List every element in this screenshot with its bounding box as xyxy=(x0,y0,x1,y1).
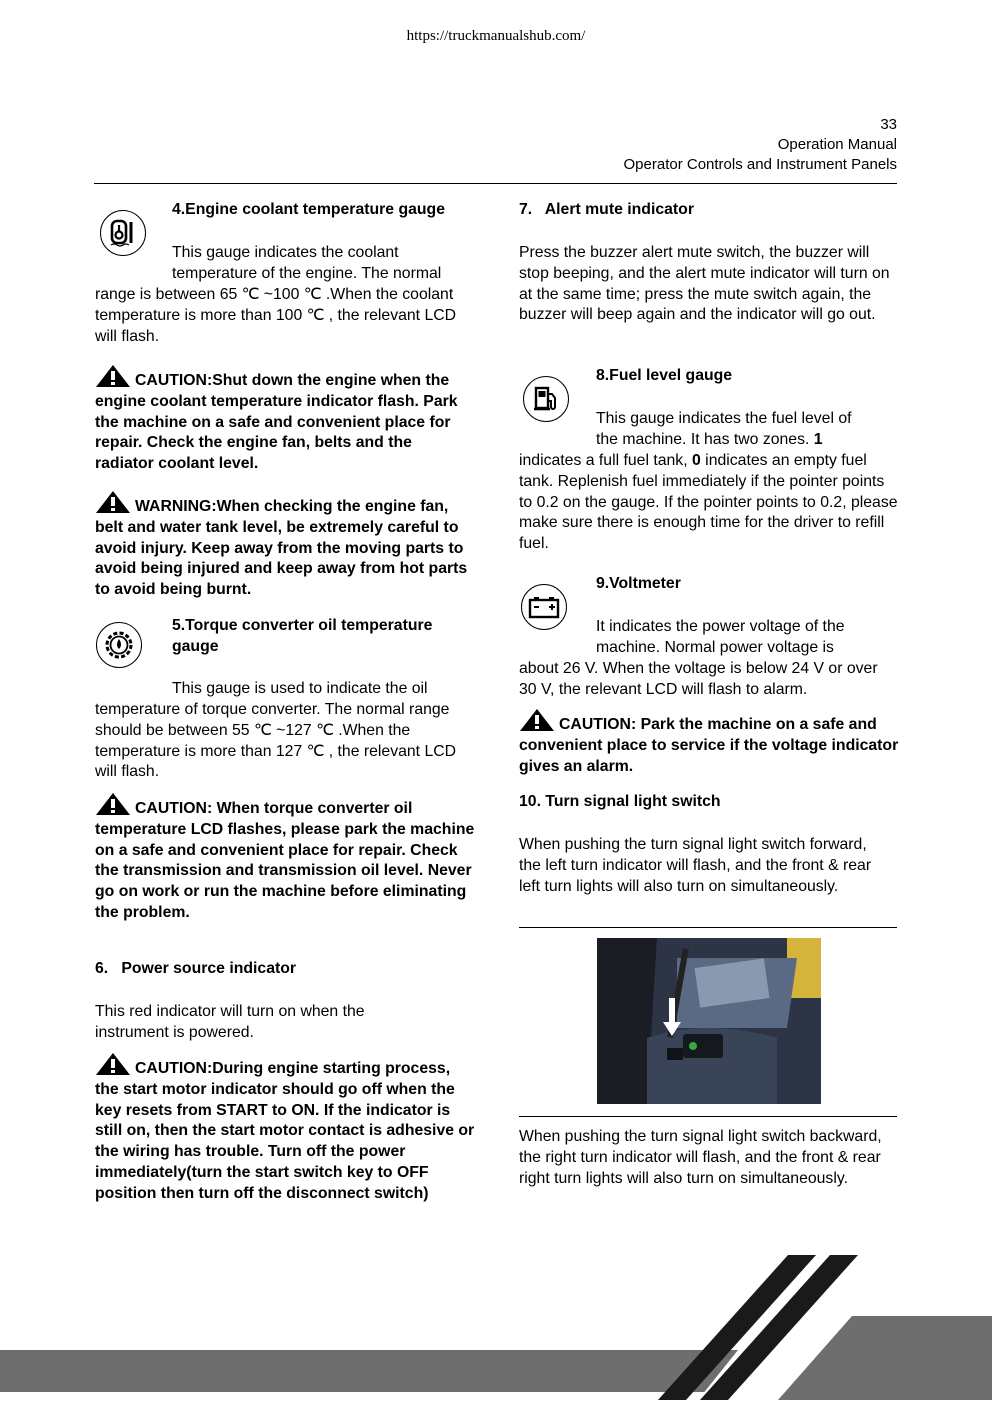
fuel-line1: This gauge indicates the fuel level of xyxy=(596,410,852,427)
torque-gauge-title: 5.Torque converter oil temperature gauge xyxy=(172,617,433,655)
footer-stripes xyxy=(620,1250,992,1400)
power-indicator-title: 6. Power source indicator xyxy=(95,960,297,977)
coolant-line1: This gauge indicates the coolant xyxy=(172,244,399,261)
coolant-body: range is between 65 ℃ ~100 ℃ .When the coolant temperature is more than 100 ℃ , the relevant LCD will flash. xyxy=(95,286,457,345)
header-divider xyxy=(94,183,897,184)
warning-triangle-icon xyxy=(95,792,131,816)
fuel-line2: the machine. It has two zones. 1 xyxy=(596,431,823,448)
fuel-body: indicates a full fuel tank, 0 indicates an empty fuel tank. Replenish fuel immediately if the pointer points to 0.2 on the gauge. If the pointer points to 0.2, please make sure there is enough time for the driver to refill fuel. xyxy=(519,452,898,553)
section-title: Operator Controls and Instrument Panels xyxy=(623,156,897,173)
voltmeter-body: about 26 V. When the voltage is below 24 V or over 30 V, the relevant LCD will flash to alarm. xyxy=(519,660,878,698)
caution-voltage: CAUTION: Park the machine on a safe and convenient place to service if the voltage indicator gives an alarm. xyxy=(519,708,899,777)
page-number: 33 xyxy=(880,116,897,133)
voltmeter-title: 9.Voltmeter xyxy=(596,575,681,592)
caution-torque: CAUTION: When torque converter oil temperature LCD flashes, please park the machine on a safe and convenient place for repair. Check the transmission and transmission oil level. Never go on work or run the machine before eliminating the problem. xyxy=(95,792,475,924)
warning-triangle-icon xyxy=(95,1052,131,1076)
warning-fan: WARNING:When checking the engine fan, belt and water tank level, be extremely careful to avoid injury. Keep away from the moving parts to avoid being injured and keep away from hot parts to avoid being burnt. xyxy=(95,490,475,601)
coolant-line2: temperature of the engine. The normal xyxy=(172,265,442,282)
voltmeter-line1: It indicates the power voltage of the xyxy=(596,618,845,635)
warning-triangle-icon xyxy=(95,364,131,388)
turn-signal-switch-photo xyxy=(597,938,821,1104)
torque-oil-temperature-icon xyxy=(96,622,142,668)
coolant-temperature-icon xyxy=(100,210,146,256)
alert-mute-body: Press the buzzer alert mute switch, the buzzer will stop beeping, and the alert mute indicator will turn on at the same time; press the mute switch again, the buzzer will beep again and the indicator will go out. xyxy=(519,244,890,324)
alert-mute-title: 7. Alert mute indicator xyxy=(519,201,694,218)
turn-signal-backward: When pushing the turn signal light switch backward, the right turn indicator will flash, and the front & rear right turn lights will also turn on simultaneously. xyxy=(519,1128,882,1187)
warning-triangle-icon xyxy=(519,708,555,732)
figure-top-rule xyxy=(519,927,897,928)
fuel-pump-icon xyxy=(523,376,569,422)
page-url: https://truckmanualshub.com/ xyxy=(406,28,586,44)
fuel-gauge-title: 8.Fuel level gauge xyxy=(596,367,733,384)
caution-start-motor: CAUTION:During engine starting process, the start motor indicator should go off when the key resets from START to ON. If the indicator is still on, then the start motor contact is adhesive or the wiring has trouble. Turn off the power immediately(turn the start switch key to OFF position then turn off the disconnect switch) xyxy=(95,1052,475,1205)
turn-signal-title: 10. Turn signal light switch xyxy=(519,793,721,810)
caution-coolant: CAUTION:Shut down the engine when the engine coolant temperature indicator flash. Park the machine on a safe and convenient place for repair. Check the engine fan, belts and the radiator coolant level. xyxy=(95,364,475,475)
torque-body: temperature of torque converter. The normal range should be between 55 ℃ ~127 ℃ .When the temperature is more than 127 ℃ , the relevant LCD will flash. xyxy=(95,701,457,781)
turn-signal-forward: When pushing the turn signal light switch forward, the left turn indicator will flash, and the front & rear left turn lights will also turn on simultaneously. xyxy=(519,836,872,895)
manual-title: Operation Manual xyxy=(777,136,897,153)
power-indicator-body: This red indicator will turn on when the instrument is powered. xyxy=(95,1003,365,1041)
warning-triangle-icon xyxy=(95,490,131,514)
figure-bottom-rule xyxy=(519,1116,897,1117)
torque-line1: This gauge is used to indicate the oil xyxy=(172,680,428,697)
coolant-gauge-title: 4.Engine coolant temperature gauge xyxy=(172,201,445,218)
voltmeter-line2: machine. Normal power voltage is xyxy=(596,639,834,656)
battery-icon xyxy=(521,584,567,630)
